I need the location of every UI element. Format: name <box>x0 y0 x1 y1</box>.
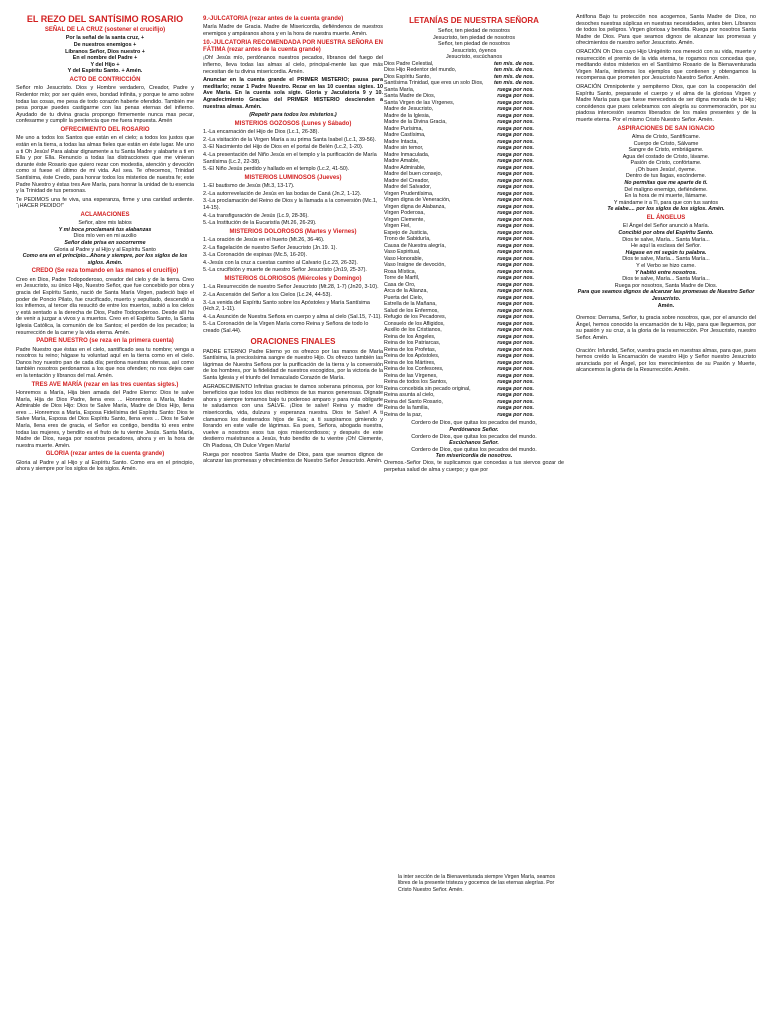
litany-response: ruega por nos. <box>497 307 534 314</box>
litany-invocation: Madre Castísima, <box>384 132 426 139</box>
oracion1-text: ORACIÓN Oh Dios cuyo Hijo Unigénito nos mereció con su vida, muerte y resurrección el premio de la vida eterna, te rogamos nos concedas que, meditando éstos misterios en el Santísimo Rosario de la Bienaventurada Virgen María, imitemos los ejemplos que contienen y obtengamos la recompensa que prometen por Jesucristo Nuestro Señor. Amén. <box>576 48 756 82</box>
luminosos-list <box>203 183 383 227</box>
litany-invocation: Casa de Oro, <box>384 281 416 288</box>
angelus-line: Concibió por obra del Espíritu Santo. <box>618 230 714 237</box>
litany-invocation: Dios Espíritu Santo, <box>384 73 431 80</box>
cordero-line: Cordero de Dios, que quitas los pecados del mundo. <box>411 433 537 440</box>
angelus-line: Y habitó entre nosotros. <box>635 269 697 276</box>
cordero-line: Cordero de Dios, que quitas los pecados del mundo. <box>411 446 537 453</box>
angelus-line: Para que seamos dignos de alcanzar las promesas de Nuestro Señor Jesucristo. <box>577 289 755 302</box>
litany-invocation: Reina de las Vírgenes, <box>384 372 438 379</box>
angelus-lines <box>576 223 756 309</box>
litany-invocation: Reina de los Ángeles, <box>384 333 436 340</box>
padre-heading: PADRE NUESTRO (se reza en la primera cuenta) <box>36 338 174 345</box>
senal-line: Y del Hijo + <box>90 61 120 68</box>
misericordia-list <box>384 61 564 87</box>
litany-response: ruega por nos. <box>497 249 534 256</box>
ignacio-line: Y mándame ir a Ti, para que con tus santos <box>613 199 719 206</box>
litany-invocation: Madre Purísima, <box>384 125 423 132</box>
litany-response: ruega por nos. <box>497 236 534 243</box>
aclamaciones-heading: ACLAMACIONES <box>80 211 130 218</box>
pedimos-text: Te PEDIMOS una fe viva, una esperanza, firme y una caridad ardiente. “¡HACER PEDIDO!” <box>16 196 194 210</box>
mystery-item: 4.-La presentación del Niño Jesús en el templo y la purificación de María Santísima (Lc.2, 22-38). <box>203 151 377 165</box>
angelus-line: Dios te salve, María... Santa María... <box>622 256 710 263</box>
litany-response: ruega por nos. <box>497 184 534 191</box>
litany-response: ruega por nos. <box>497 333 534 340</box>
mystery-item: 5.-El Niño Jesús perdido y hallado en el templo (Lc.2, 41-50). <box>203 166 350 173</box>
litany-invocation: Torre de Marfil, <box>384 275 420 282</box>
ignacio-line: Dentro de tus llagas, escóndeme. <box>625 173 707 180</box>
litany-response: ruega por nos. <box>497 275 534 282</box>
litany-invocation: Dios Padre Celestial, <box>384 60 434 67</box>
gloriosos-heading: MISTERIOS GLORIOSOS (Miércoles y Domingo) <box>224 276 362 283</box>
litany-response: ruega por nos. <box>497 138 534 145</box>
ofrecimiento-text: Me uno a todos los Santos que están en el cielo; a todos los justos que están en la tierra, a todas las almas fieles que están en éste lugar. Me uno a ti Oh Jesús! Para alabar dignamente a tu Santa Madre y alabarte a ti en Ella y por Ella. Renuncio a todas las distracciones que me vinieran durante éste Rosario que quiero rezar con modestia, atención y devoción como si fuese el último de mi vida. Así sea. Te ofrecemos, Trinidad Santísima, éste Credo, para honrar todos los misterios de nuestra fe; este Padre Nuestro y éstas tres Ave María, para honrar la unidad de tu esencia y la Trinidad de tus personas. <box>16 135 194 195</box>
ruega-list <box>384 87 564 419</box>
litany-response: ruega por nos. <box>497 366 534 373</box>
intro-line: Señor, ten piedad de nosotros <box>438 28 510 34</box>
litany-invocation: Vaso Insigne de devoción, <box>384 262 446 269</box>
litany-response: ten mis. de nos. <box>493 67 534 74</box>
litany-invocation: Arca de la Alianza, <box>384 288 428 295</box>
litany-response: ruega por nos. <box>497 106 534 113</box>
dolorosos-heading: MISTERIOS DOLOROSOS (Martes y Viernes) <box>229 228 357 235</box>
litany-response: ruega por nos. <box>497 216 534 223</box>
litany-response: ruega por nos. <box>497 392 534 399</box>
litany-response: ruega por nos. <box>497 255 534 262</box>
mystery-item: 4.-La transfiguración de Jesús (Lc.9, 28-36). <box>203 212 309 219</box>
oracion3-text: Oración: Infundid, Señor, vuestra gracia en nuestras almas, para que, pues hemos creído la Encarnación de vuestro Hijo y Señor nuestro Jesucristo anunciada por el Ángel, por los merecimientos de su Pasión y Muerte, alcancemos la gloria de la Resurrección. Amén. <box>576 347 756 374</box>
dolorosos-list <box>203 237 383 274</box>
litany-invocation: Madre sin temor, <box>384 145 424 152</box>
column-2 <box>203 14 383 814</box>
mystery-item: 2.-La Ascensión del Señor a los Cielos (Lc.24, 44-53). <box>203 292 332 299</box>
litany-invocation: Madre Inmaculada, <box>384 151 430 158</box>
litany-response: ruega por nos. <box>497 411 534 418</box>
litany-response: ruega por nos. <box>497 197 534 204</box>
ignacio-line: Alma de Cristo, Santifícame. <box>631 133 701 140</box>
mystery-item: 2.-La autorrevelación de Jesús en las bodas de Caná (Jn.2, 1-12). <box>203 190 362 197</box>
fatima-text: ¡Oh! Jesús mío, perdónanos nuestros pecados, líbranos del fuego del infierno, lleva todas las almas al cielo, principal-mente las que más necesitan de tu divina misericordia. Amén. <box>203 55 383 75</box>
mystery-item: 3.-La proclamación del Reino de Dios y la llamada a la conversión (Mc.1, 14-15). <box>203 198 378 211</box>
ignacio-line: ¡Oh buen Jesús!, óyeme. <box>635 166 697 173</box>
oremos-text: Oremos.-Señor Dios, te suplicamos que concedas a tus siervos gozar de perpetua salud de alma y cuerpo; y que por <box>384 460 564 473</box>
ignacio-heading: ASPIRACIONES DE SAN IGNACIO <box>617 125 715 132</box>
litany-response: ruega por nos. <box>497 346 534 353</box>
litany-response: ruega por nos. <box>497 99 534 106</box>
senal-heading: SEÑAL DE LA CRUZ (sostener el crucifijo) <box>44 27 166 33</box>
litany-invocation: Consuelo de los Afligidos, <box>384 320 445 327</box>
litany-response: ruega por nos. <box>497 229 534 236</box>
mystery-item: 3.-La venida del Espíritu Santo sobre los Apóstoles y María Santísima (Hch.2, 1-11). <box>203 299 370 313</box>
litany-response: ruega por nos. <box>497 119 534 126</box>
finales-heading: ORACIONES FINALES <box>250 336 336 346</box>
litany-invocation: Trono de Sabiduría, <box>384 236 431 243</box>
litany-invocation: Salud de los Enfermos, <box>384 307 439 314</box>
litany-invocation: Madre Amable, <box>384 158 420 165</box>
ignacio-line: En la hora de mi muerte, llámame. <box>624 193 708 200</box>
intro-line: Jesucristo, óyenos <box>451 47 497 54</box>
litany-response: ruega por nos. <box>497 112 534 119</box>
mystery-item: 3.-La Coronación de espinas (Mc.5, 16-20). <box>203 252 307 259</box>
mystery-item: 1.-La encarnación del Hijo de Dios (Lc.1, 26-38). <box>203 129 319 136</box>
litany-invocation: Virgen Poderosa, <box>384 210 425 217</box>
cordero-line: Perdónanos Señor. <box>449 427 499 434</box>
angelus-heading: EL ÁNGELUS <box>646 215 686 222</box>
ignacio-line: Agua del costado de Cristo, lávame. <box>622 153 710 160</box>
litany-invocation: Estrella de la Mañana, <box>384 301 437 308</box>
senal-line: Por la señal de la santa cruz, + <box>65 35 145 42</box>
aclamacion-line: Dios mío ven en mi auxilio <box>73 233 137 240</box>
litany-response: ruega por nos. <box>497 385 534 392</box>
litany-response: ruega por nos. <box>497 158 534 165</box>
intro-line: Señor, ten piedad de nosotros <box>438 41 510 48</box>
litany-response: ruega por nos. <box>497 288 534 295</box>
mystery-item: 5.-La Institución de la Eucaristía (Mt.26, 26-29). <box>203 220 317 227</box>
litany-response: ruega por nos. <box>497 93 534 100</box>
aclamacion-line: Como era en el principio...Ahora y siempre, por los siglos de los siglos. Amén. <box>22 253 188 266</box>
jaculatoria-heading: 9.-JULCATORIA (rezar antes de la cuenta grande) <box>203 16 344 22</box>
litany-response: ruega por nos. <box>497 327 534 334</box>
litany-response: ruega por nos. <box>497 86 534 93</box>
mystery-item: 4.-La Asunción de Nuestra Señora en cuerpo y alma al cielo (Sal.15, 7-11). <box>203 313 382 320</box>
litany-invocation: Virgen digna de Alabanza, <box>384 203 446 210</box>
mystery-item: 1.-La Resurrección de nuestro Señor Jesucristo (Mt.28, 1-7) (Jn20, 3-10). <box>203 284 379 291</box>
litany-response: ruega por nos. <box>497 372 534 379</box>
gozosos-list <box>203 129 383 173</box>
padre-text: Padre Nuestro que éstas en el cielo, santificado sea tu nombre; venga a nosotros tu reino; hágase tu voluntad aquí en la tierra como en el cielo. Danos hoy nuestro pan de cada día; perdona nuestras ofensas, así como también nosotros perdonamos a los que nos ofenden; no nos dejes caer en la tentación y líbranos del mal. Amén. <box>16 346 194 379</box>
litany-invocation: Reina asunta al cielo, <box>384 392 435 399</box>
litany-invocation: Vaso Espiritual, <box>384 249 421 256</box>
litany-row <box>384 412 564 419</box>
litany-invocation: Vaso Honorable, <box>384 255 424 262</box>
angelus-line: Dios te salve, María... Santa María... <box>622 236 710 243</box>
angelus-line: Ruega por nosotros, Santa Madre de Dios. <box>614 282 718 289</box>
senal-lines <box>16 35 194 75</box>
litany-response: ruega por nos. <box>497 203 534 210</box>
litany-invocation: Santa Virgen de las Vírgenes, <box>384 99 455 106</box>
oracion2-text: ORACIÓN Omnipotente y sempiterno Dios, que con la cooperación del Espíritu Santo, preparaste el cuerpo y el alma de la gloriosa Virgen y Madre María para que fuese merecedora de ser digna morada de tu Hijo; concédenos que pues celebramos con alegría su conmemoración, por su piadosa intercesión seamos liberados de los males presentes y de la muerte eterna. Por el mismo Cristo Nuestro Señor. Amén. <box>576 83 756 123</box>
litany-invocation: Reina concebida sin pecado original, <box>384 385 471 392</box>
litany-response: ruega por nos. <box>497 125 534 132</box>
litany-response: ruega por nos. <box>497 379 534 386</box>
intro-line: Jesucristo, ten piedad de nosotros <box>432 34 516 41</box>
mystery-item: 5.-La Coronación de la Virgen María como Reina y Señora de todo lo creado (Sal.44). <box>203 321 369 335</box>
anunciar-text: Anunciar en la cuenta grande el PRIMER MISTERIO; pausa para meditarlo; rezar 1 Padre Nuestro. Rezar en las 10 cuentas sigtes. 10 Ave María. En la cuenta sola sigte. Gloria y Jaculatoria 9 y 10. Agradecimiento Gracias del PRIMER MISTERIO descienden a nuestras almas. Amén. <box>203 77 383 110</box>
letanias-intro <box>384 28 564 61</box>
jaculatoria-text: María Madre de Gracia. Madre de Misericordia, defiéndenos de nuestros enemigos y ampáranos ahora y en la hora de nuestra muerte. Amén. <box>203 24 383 37</box>
litany-response: ruega por nos. <box>497 171 534 178</box>
angelus-line: Hágase en mi según tu palabra. <box>625 249 707 256</box>
mystery-item: 2.-La visitación de la Virgen María a su prima Santa Isabel (Lc.1, 39-56). <box>203 136 377 143</box>
aclamacion-line: Señor date prisa en socorrerme <box>64 240 146 247</box>
letanias-footer: la inter sección de la Bienaventurada siempre Virgen María, seamos libres de la presente tristeza y gocemos de las eternas alegrías. Por Cristo Nuestro Señor. Amén. <box>398 874 556 893</box>
contricion-text: Señor mío Jesucristo. Dios y Hombre verdadero, Creador, Padre y Redentor mío; por ser quién eres, bondad infinita, y porque te amo sobre todas las cosas, me pesa de todo corazón haberte ofendido. También me pesa porque puedes castigarme con las penas eternas del infierno. Ayudado de tu divina gracia propongo firmemente nunca mas pecar, confesarme y cumplir la penitencia que me fuera impuesta. Amén <box>16 85 194 125</box>
litany-response: ten mis. de nos. <box>493 80 534 87</box>
litany-invocation: Madre del Salvador, <box>384 184 432 191</box>
aclamacion-line: Señor, abre mis labios <box>78 220 132 227</box>
litany-invocation: Reina de la familia, <box>384 405 430 412</box>
litany-invocation: Dios Hijo Redentor del mundo, <box>384 67 457 74</box>
luminosos-heading: MISTERIOS LUMINOSOS (Jueves) <box>244 174 342 181</box>
tres-ave-heading: TRES AVE MARÍA (rezar en las tres cuentas sigtes.) <box>31 381 179 388</box>
angelus-line: Dios te salve, María... Santa María... <box>622 276 710 283</box>
ofrecimiento-heading: OFRECIMIENTO DEL ROSARIO <box>60 126 150 133</box>
litany-response: ruega por nos. <box>497 262 534 269</box>
ignacio-line: No permitas que me aparte de ti. <box>624 180 708 187</box>
litany-invocation: Puerta del Cielo, <box>384 294 424 301</box>
senal-line: Líbranos Señor, Dios nuestro + <box>65 48 145 55</box>
litany-invocation: Madre del Creador, <box>384 177 430 184</box>
litany-response: ruega por nos. <box>497 223 534 230</box>
litany-response: ruega por nos. <box>497 294 534 301</box>
aclamaciones-lines <box>16 220 194 266</box>
angelus-line: El Ángel del Señor anunció a María. <box>622 223 710 230</box>
cordero-line: Ten misericordia de nosotros. <box>435 453 513 460</box>
gloria-heading: GLORIA (rezar antes de la cuenta grande) <box>45 451 165 458</box>
litany-response: ruega por nos. <box>497 398 534 405</box>
litany-invocation: Santa María, <box>384 86 415 93</box>
litany-invocation: Reina de los Mártires, <box>384 359 436 366</box>
litany-response: ruega por nos. <box>497 281 534 288</box>
ignacio-line: Cuerpo de Cristo, Sálvame <box>633 140 699 147</box>
litany-invocation: Santa Madre de Dios, <box>384 93 436 100</box>
litany-response: ruega por nos. <box>497 340 534 347</box>
document-title: EL REZO DEL SANTÍSIMO ROSARIO <box>26 14 184 24</box>
litany-invocation: Reina de los Patriarcas, <box>384 340 441 347</box>
credo-text: Creo en Dios, Padre Todopoderoso, creador del cielo y de la tierra. Creo en Jesucristo, su único Hijo, Nuestro Señor, que fue concebido por obra y gracia del Espíritu Santo, nació de Santa María Virgen, padeció bajo el poder de Poncio Pilato, fue crucificado, muerto y sepultado, descendió a los infiernos, al tercer día resucitó de entre los muertos, subió a los cielos y está sentado a la derecha de Dios, Padre Todopoderoso. Desde allí ha de venir a juzgar a vivos y a muertos. Creo en el Espíritu Santo, la Santa Iglesia Católica, la comunión de los Santos; el perdón de los pecados; la resurrección de la carne y la vida eterna. Amén. <box>16 276 194 336</box>
litany-response: ruega por nos. <box>497 314 534 321</box>
litany-response: ruega por nos. <box>497 177 534 184</box>
litany-invocation: Madre Intacta, <box>384 138 418 145</box>
padre-eterno-text: PADRE ETERNO Padre Eterno yo os ofrezco por las manos de María Santísima, la preciosísima sangre de nuestro Hijo. Os ofrezco también las lágrimas de Nuestra Señora por la purificación de la tierra y la conversión de los hombres, por la fidelidad de nuestros escogidos, por la victoria de la Santa Iglesia y el triunfo del Inmaculado Corazón de María. <box>203 348 383 381</box>
litany-invocation: Madre de Jesucristo, <box>384 106 434 113</box>
contricion-heading: ACTO DE CONTRICCIÓN <box>69 76 141 83</box>
litany-invocation: Reina del Santo Rosario, <box>384 398 443 405</box>
litany-invocation: Rosa Mística, <box>384 268 417 275</box>
ignacio-line: Del maligno enemigo, defiéndeme. <box>624 186 708 193</box>
litany-invocation: Causa de Nuestra alegría, <box>384 242 446 249</box>
litany-invocation: Reina de los Profetas, <box>384 346 437 353</box>
angelus-line: Y el Verbo se hizo carne. <box>636 263 696 269</box>
litany-invocation: Virgen digna de Veneración, <box>384 197 451 204</box>
litany-response: ruega por nos. <box>497 145 534 152</box>
litany-invocation: Reina de los Confesores, <box>384 366 444 373</box>
litany-response: ruega por nos. <box>497 132 534 139</box>
agradecimiento-text: AGRADECIMIENTO Infinitas gracias te damos soberana princesa, por los beneficios que todos los días recibimos de tus manos generosas. Dígnate ahora y siempre tomarnos bajo tu poderoso amparo y para más obligarte te saludamos con una SALVE. ¡Dios te salve! Reina y madre de misericordia, vida, dulzura y esperanza nuestra. Dios te Salve! A ti clamamos los desterrados hijos de Eva; a ti suspiramos gimiendo y llorando en este valle de lágrimas. Ea pues, Señora, abogada nuestra, vuelve a nosotros esos tus ojos misericordiosos; y después de este destierro muéstranos a Jesús, fruto bendito de tu vientre ¡Oh! Clemente, Oh Piadosa, Oh Dulce Virgen María! <box>203 383 383 449</box>
litany-response: ruega por nos. <box>497 405 534 412</box>
litany-response: ruega por nos. <box>497 301 534 308</box>
aclamacion-line: Y mi boca proclamará tus alabanzas <box>58 226 152 233</box>
litany-response: ruega por nos. <box>497 320 534 327</box>
cordero-line: Cordero de Dios, que quitas los pecados del mundo, <box>411 420 537 427</box>
litany-response: ruega por nos. <box>497 353 534 360</box>
angelus-line: Amén. <box>657 302 675 309</box>
fatima-heading: 10.-JULCATORIA RECOMENDADA POR NUESTRA SEÑORA EN FÁTIMA (rezar antes de la cuenta grande) <box>203 39 383 53</box>
litany-response: ruega por nos. <box>497 268 534 275</box>
litany-invocation: Reina de todos los Santos, <box>384 379 448 386</box>
gloria-text: Gloria al Padre y al Hijo y al Espíritu Santo. Como era en el principio, ahora y siempre por los siglos de los siglos. Amén. <box>16 459 194 473</box>
antifona-text: Antífona Bajo tu protección nos acogemos, Santa Madre de Dios, no desoches nuestras súplicas en nuestras necesidades, antes bien. Líbranos de todos los peligros. Virgen gloriosa y bendita. Ruega por nosotros Santa Madre de Dios. Para que seamos dignos de alcanzar las promesas y ofrecimientos de nuestro señor Jesucristo. Amén. <box>576 14 756 47</box>
gozosos-heading: MISTERIOS GOZOSOS (Lunes y Sábado) <box>234 120 352 127</box>
litany-invocation: Madre Admirable, <box>384 164 426 171</box>
cordero-line: Escúchanos Señor. <box>449 440 499 447</box>
ignacio-line: Te alabe.... por los siglos de los siglos. Amén. <box>607 206 725 213</box>
litany-response: ten mis. de nos. <box>493 73 534 80</box>
column-1 <box>16 14 194 774</box>
mystery-item: 5.-La crucifixión y muerte de nuestro Señor Jesucristo (Jn19, 25-37). <box>203 267 367 274</box>
repetir-text: (Repetir para todos los misterios.) <box>249 112 337 119</box>
senal-line: En el nombre del Padre + <box>72 55 138 62</box>
litany-invocation: Madre de la Divina Gracia, <box>384 119 447 126</box>
litany-response: ruega por nos. <box>497 164 534 171</box>
cordero-lines <box>384 420 564 460</box>
ignacio-line: Pasión de Cristo, confórtame. <box>630 160 702 167</box>
litany-response: ruega por nos. <box>497 359 534 366</box>
litany-invocation: Madre de la Iglesia, <box>384 112 431 119</box>
letanias-title: LETANÍAS DE NUESTRA SEÑORA <box>409 16 539 25</box>
mystery-item: 2.-La flagelación de nuestro Señor Jesucristo (Jn.19. 1). <box>203 244 337 251</box>
angelus-line: He aquí la esclava del Señor. <box>630 243 702 250</box>
ignacio-lines <box>576 134 756 213</box>
gloriosos-list <box>203 284 383 334</box>
litany-invocation: Espejo de Justicia, <box>384 229 429 236</box>
intro-line: Jesucristo, escúchanos <box>445 54 503 61</box>
mystery-item: 3.-El Nacimiento del Hijo de Dios en el portal de Belén (Lc.2, 1-20). <box>203 144 364 151</box>
tres-ave-text: Honremos a María, Hija bien amada del Padre Eterno: Dios te salve María, Hija de Dios Padre, llena eres ... Honremos a María, Madre Admirable de Dios Hijo: Dios te Salve María, Madre de Dios Hijo, llena eres ... Honremos a María, Esposa Fidelísima del Espíritu Santo: Dios te Salve María, Esposa del Dios Espíritu Santo, llena eres ... Dios te Salve María, llena eres de gracia, el Señor es contigo, bendita tú eres entre todas las mujeres, y bendito es el fruto de tu vientre Jesús. Santa María, Madre de Dios, ruega por nosotros pecadores, ahora y en la hora de nuestra muerte. Amén. <box>16 389 194 449</box>
litany-invocation: Madre del buen consejo, <box>384 171 443 178</box>
column-4 <box>576 14 756 794</box>
litany-response: ruega por nos. <box>497 210 534 217</box>
litany-response: ruega por nos. <box>497 151 534 158</box>
mystery-item: 1.-El bautismo de Jesús (Mt.3, 13-17). <box>203 183 295 190</box>
litany-response: ten mis. de nos. <box>493 60 534 67</box>
litany-invocation: Virgen Prudentísima, <box>384 190 434 197</box>
litany-invocation: Virgen Fiel, <box>384 223 411 230</box>
mystery-item: 4.-Jesús con la cruz a cuestas camino al Calvario (Lc.23, 26-32). <box>203 259 358 266</box>
litany-response: ruega por nos. <box>497 242 534 249</box>
mystery-item: 1.-La oración de Jesús en el huerto (Mt.26, 36-46). <box>203 237 325 244</box>
ruega-text: Ruega por nosotros Santa Madre de Dios, para que seamos dignos de alcanzar las promesas y ofrecimientos de Nuestro Señor Jesucristo. Amén. <box>203 451 383 465</box>
litany-invocation: Reina de los Apóstoles, <box>384 353 440 360</box>
senal-line: De nuestros enemigos + <box>73 42 137 48</box>
litany-response: ruega por nos. <box>497 190 534 197</box>
litany-invocation: Auxilio de los Cristianos, <box>384 327 442 334</box>
litany-invocation: Virgen Clemente, <box>384 216 425 223</box>
senal-line: Y del Espíritu Santo. + Amén. <box>67 68 143 75</box>
litany-invocation: Santísima Trinidad, que eres un solo Dios, <box>384 80 484 87</box>
litany-invocation: Refugio de los Pecadores, <box>384 314 447 321</box>
column-3 <box>384 14 564 834</box>
aclamacion-line: Gloria al Padre y al Hijo y al Espíritu Santo <box>54 246 156 253</box>
ignacio-line: Sangre de Cristo, embriágame. <box>628 147 704 154</box>
credo-heading: CREDO (Se reza tomando en las manos el crucifijo) <box>31 268 179 275</box>
litany-invocation: Reina de la paz, <box>384 411 423 418</box>
oremos-angelus-text: Oremos: Derrama, Señor, tu gracia sobre nosotros, que, por el anuncio del Ángel, hemos conocido la encarnación de tu Hijo, para que lleguemos, por su pasión y su cruz, a la gloria de la resurrección. Por Jesucristo, nuestro Señor. Amén. <box>576 315 756 341</box>
